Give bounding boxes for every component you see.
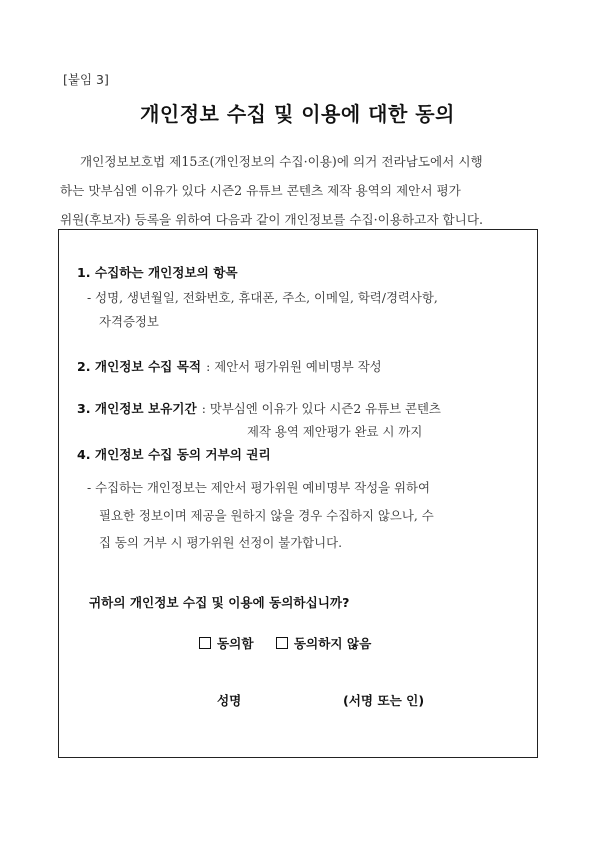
intro-line: 개인정보보호법 제15조(개인정보의 수집·이용)에 의거 전라남도에서 시행 (80, 154, 483, 169)
section-refusal-line: 필요한 정보이며 제공을 원하지 않을 경우 수집하지 않으나, 수 (99, 508, 434, 523)
section-refusal-line: 집 동의 거부 시 평가위원 선정이 불가합니다. (99, 535, 343, 550)
document-title: 개인정보 수집 및 이용에 대한 동의 (140, 102, 455, 126)
agree-checkbox[interactable] (199, 637, 211, 649)
agree-option[interactable] (199, 633, 254, 652)
agree-label: 동의함 (217, 636, 254, 651)
intro-paragraph (60, 147, 540, 234)
consent-choices (199, 633, 389, 652)
intro-line: 하는 맛부심엔 이유가 있다 시즌2 유튜브 콘텐츠 제작 용역의 제안서 평가 (60, 183, 461, 198)
section-purpose (77, 356, 382, 375)
section-retention-title: 3. 개인정보 보유기간 (77, 401, 197, 416)
section-purpose-text: : 제안서 평가위원 예비명부 작성 (206, 359, 382, 374)
intro-line: 위원(후보자) 등록을 위하여 다음과 같이 개인정보를 수집·이용하고자 합니다. (60, 212, 483, 227)
section-purpose-title: 2. 개인정보 수집 목적 (77, 359, 202, 374)
section-items-title: 1. 수집하는 개인정보의 항목 (77, 265, 238, 280)
section-retention-text: : 맛부심엔 이유가 있다 시즌2 유튜브 콘텐츠 (201, 401, 441, 416)
section-retention (77, 398, 441, 417)
signature-hint: (서명 또는 인) (343, 693, 425, 708)
consent-box (58, 229, 538, 758)
section-refusal-line: - 수집하는 개인정보는 제안서 평가위원 예비명부 작성을 위하여 (87, 480, 430, 495)
section-retention-text-cont: 제작 용역 제안평가 완료 시 까지 (247, 424, 423, 439)
disagree-checkbox[interactable] (276, 637, 288, 649)
disagree-label: 동의하지 않음 (293, 636, 372, 651)
section-items-line: - 성명, 생년월일, 전화번호, 휴대폰, 주소, 이메일, 학력/경력사항, (87, 290, 438, 305)
section-items-line: 자격증정보 (99, 314, 159, 329)
consent-question: 귀하의 개인정보 수집 및 이용에 동의하십니까? (89, 595, 350, 610)
signature-name-label: 성명 (217, 693, 242, 708)
section-refusal-title: 4. 개인정보 수집 동의 거부의 권리 (77, 447, 271, 462)
disagree-option[interactable] (276, 633, 371, 652)
attachment-label: [붙임 3] (63, 72, 109, 87)
